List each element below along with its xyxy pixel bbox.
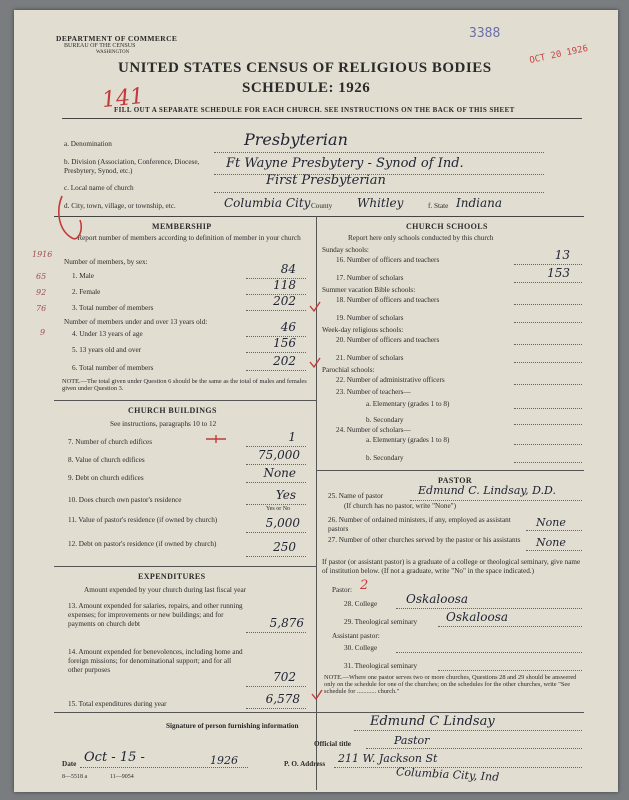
bureau-label: BUREAU OF THE CENSUS <box>64 43 136 49</box>
q26-value: None <box>536 516 566 529</box>
q10-label: 10. Does church own pastor's residence <box>68 496 182 504</box>
q9-label: 9. Debt on church edifices <box>68 474 144 482</box>
state-label: f. State <box>428 202 449 210</box>
q20-label: 20. Number of officers and teachers <box>336 336 440 344</box>
q10-line <box>246 504 306 505</box>
address-line1: 211 W. Jackson St <box>338 752 438 765</box>
q16-label: 16. Number of officers and teachers <box>336 256 440 264</box>
q19-label: 19. Number of scholars <box>336 314 404 322</box>
q11-label: 11. Value of pastor's residence (if owned by church) <box>68 516 218 524</box>
q23a-line <box>514 408 582 409</box>
form-number-2: 11—9054 <box>110 774 134 780</box>
q30-line <box>396 652 582 653</box>
q6-label: 6. Total number of members <box>72 364 154 372</box>
q7-label: 7. Number of church edifices <box>68 438 153 446</box>
q21-label: 21. Number of scholars <box>336 354 404 362</box>
q16-line <box>514 264 582 265</box>
stamp-number: 3388 <box>469 26 501 41</box>
q12-value: 250 <box>273 540 296 554</box>
q28-label: 28. College <box>344 600 378 608</box>
q8-value: 75,000 <box>258 448 300 462</box>
expenditures-intro: Amount expended by your church during last fiscal year <box>84 586 247 594</box>
q3-check-icon <box>308 300 322 314</box>
q13-value: 5,876 <box>269 616 304 630</box>
pastor-note: NOTE.—Where one pastor serves two or more churches, Questions 28 and 29 should be answered only on the schedule for one of the churches; on the schedules for the other churches, write "See schedule for ............ church." <box>324 674 577 695</box>
q24b-label: b. Secondary <box>366 454 404 462</box>
q8-label: 8. Value of church edifices <box>68 456 145 464</box>
local-name-label: c. Local name of church <box>64 184 134 192</box>
q23-label: 23. Number of teachers— <box>336 388 411 396</box>
address-line2: Columbia City, Ind <box>395 765 500 784</box>
membership-heading: MEMBERSHIP <box>152 222 212 231</box>
signature-label: Signature of person furnishing information <box>166 722 299 730</box>
q18-line <box>514 304 582 305</box>
q6-check-icon <box>308 356 322 370</box>
q3-label: 3. Total number of members <box>72 304 154 312</box>
red-number: 141 <box>100 83 146 114</box>
q24-label: 24. Number of scholars— <box>336 426 411 434</box>
county-value: Whitley <box>357 196 404 210</box>
q25-label: 25. Name of pastor <box>328 492 384 500</box>
instruction-line: FILL OUT A SEPARATE SCHEDULE FOR EACH CHURCH. SEE INSTRUCTIONS ON THE BACK OF THIS SHEET <box>114 106 515 114</box>
q27-label: 27. Number of other churches served by the pastor or his assistants <box>328 536 521 544</box>
membership-note: NOTE.—The total given under Question 6 should be the same as the total of males and females given under Question 3. <box>62 378 307 392</box>
membership-rule <box>54 400 316 401</box>
census-schedule-sheet <box>14 10 618 792</box>
q14-value: 702 <box>273 670 296 684</box>
q22-label: 22. Number of administrative officers <box>336 376 445 384</box>
q3-line <box>246 310 306 311</box>
q4-label: 4. Under 13 years of age <box>72 330 143 338</box>
margin-note-2: 65 <box>36 272 47 281</box>
city-label: d. City, town, village, or township, etc. <box>64 202 176 210</box>
q11-line <box>246 532 306 533</box>
q11-value: 5,000 <box>265 516 300 530</box>
local-name-line <box>214 192 544 193</box>
q24a-line <box>514 444 582 445</box>
q17-line <box>514 282 582 283</box>
q23b-line <box>514 424 582 425</box>
q7-line <box>246 446 306 447</box>
q22-line <box>514 384 582 385</box>
q12-label: 12. Debt on pastor's residence (if owned by church) <box>68 540 217 548</box>
date-line <box>80 767 248 768</box>
pastor-sub-label: Pastor: <box>332 586 352 594</box>
margin-note-1: 1916 <box>32 250 53 259</box>
q2-label: 2. Female <box>72 288 101 296</box>
q9-value: None <box>263 466 296 480</box>
q20-line <box>514 344 582 345</box>
date-label: Date <box>62 760 77 768</box>
q18-label: 18. Number of officers and teachers <box>336 296 440 304</box>
q14-line <box>246 686 306 687</box>
q27-line <box>526 550 582 551</box>
expenditures-heading: EXPENDITURES <box>138 572 206 581</box>
sunday-label: Sunday schools: <box>322 246 369 254</box>
q10-value: Yes <box>275 488 296 502</box>
header-rule <box>62 118 582 119</box>
address-label: P. O. Address <box>284 760 326 768</box>
q27-value: None <box>536 536 566 549</box>
q15-check-icon <box>310 688 324 702</box>
weekday-label: Week-day religious schools: <box>322 326 404 334</box>
county-label: County <box>311 202 333 210</box>
q15-label: 15. Total expenditures during year <box>68 700 167 708</box>
pastor-heading: PASTOR <box>438 476 473 485</box>
margin-note-3: 92 <box>36 288 47 297</box>
q30-label: 30. College <box>344 644 378 652</box>
washington-label: WASHINGTON <box>96 50 130 55</box>
buildings-heading: CHURCH BUILDINGS <box>128 406 217 415</box>
q9-line <box>246 482 306 483</box>
q7-red-strike <box>204 434 228 444</box>
q5-label: 5. 13 years old and over <box>72 346 142 354</box>
title-label: Official title <box>314 740 351 748</box>
q7-value: 1 <box>288 430 296 444</box>
q13-line <box>246 632 306 633</box>
local-name-value: First Presbyterian <box>266 173 386 188</box>
section-rule <box>54 216 584 217</box>
denomination-label: a. Denomination <box>64 140 112 148</box>
q2-value: 118 <box>273 278 296 292</box>
signature-line <box>354 730 582 731</box>
q6-line <box>246 370 306 371</box>
form-number: 8—5518 a <box>62 774 88 780</box>
schools-heading: CHURCH SCHOOLS <box>406 222 488 231</box>
q17-value: 153 <box>547 266 570 280</box>
q3-value: 202 <box>273 294 296 308</box>
q1-value: 84 <box>280 262 296 276</box>
denomination-value: Presbyterian <box>244 130 348 149</box>
q15-value: 6,578 <box>265 692 300 706</box>
q12-line <box>246 556 306 557</box>
q8-line <box>246 464 306 465</box>
q1-label: 1. Male <box>72 272 94 280</box>
parochial-label: Parochial schools: <box>322 366 375 374</box>
title-value: Pastor <box>394 734 430 747</box>
q19-line <box>514 322 582 323</box>
q29-line <box>438 626 582 627</box>
state-value: Indiana <box>456 196 503 210</box>
buildings-rule <box>54 566 316 567</box>
q26-label: 26. Number of ordained ministers, if any, employed as assistant pastors <box>328 516 511 533</box>
date-value: Oct - 15 - <box>84 750 145 765</box>
q25-hint: (If church has no pastor, write "None") <box>344 502 456 510</box>
denomination-line <box>214 152 544 153</box>
college-intro: If pastor (or assistant pastor) is a graduate of a college or theological seminary, give name of institution below. (If not a graduate, write "No" in the space indicated.) <box>322 558 581 575</box>
q21-line <box>514 362 582 363</box>
buildings-intro: See instructions, paragraphs 10 to 12 <box>110 420 217 428</box>
signature-value: Edmund C Lindsay <box>370 714 495 729</box>
q28-line <box>396 608 582 609</box>
summer-label: Summer vacation Bible schools: <box>322 286 416 294</box>
schools-intro: Report here only schools conducted by this church <box>348 234 494 242</box>
q25-value: Edmund C. Lindsay, D.D. <box>418 484 556 497</box>
q23b-label: b. Secondary <box>366 416 404 424</box>
q29-value: Oskaloosa <box>446 610 509 624</box>
q23a-label: a. Elementary (grades 1 to 8) <box>366 400 450 408</box>
membership-intro: Report number of members according to definition of member in your church <box>77 234 301 242</box>
q5-value: 156 <box>273 336 296 350</box>
title-line <box>366 748 582 749</box>
division-label: b. Division (Association, Conference, Diocese, Presbytery, Synod, etc.) <box>64 158 200 175</box>
stamp-date: OCT 20 1926 <box>528 43 589 67</box>
schools-rule <box>316 470 584 471</box>
department-label: DEPARTMENT OF COMMERCE <box>56 34 178 43</box>
q15-line <box>246 708 306 709</box>
q13-label: 13. Amount expended for salaries, repairs, and other running expenses; for improvements or new buildings; and for payments on church debt <box>68 602 243 628</box>
margin-note-5: 9 <box>40 328 46 337</box>
q14-label: 14. Amount expended for benevolences, including home and foreign missions; for denominational support; and for all other purposes <box>68 648 243 674</box>
q24a-label: a. Elementary (grades 1 to 8) <box>366 436 450 444</box>
red-margin-mark <box>54 190 94 250</box>
city-value: Columbia City <box>224 196 311 210</box>
form-title: UNITED STATES CENSUS OF RELIGIOUS BODIES <box>118 60 492 76</box>
yes-no-hint: Yes or No <box>266 506 291 512</box>
q31-label: 31. Theological seminary <box>344 662 418 670</box>
division-value: Ft Wayne Presbytery - Synod of Ind. <box>226 156 464 171</box>
pastor-red-mark: 2 <box>360 578 369 593</box>
q25-line <box>410 500 582 501</box>
by-sex-label: Number of members, by sex: <box>64 258 148 266</box>
date-year: 1926 <box>210 754 238 767</box>
q31-line <box>438 670 582 671</box>
q4-value: 46 <box>280 320 296 334</box>
q16-value: 13 <box>554 248 570 262</box>
q24b-line <box>514 462 582 463</box>
q29-label: 29. Theological seminary <box>344 618 418 626</box>
schedule-title: SCHEDULE: 1926 <box>242 80 371 96</box>
q5-line <box>246 352 306 353</box>
q6-value: 202 <box>273 354 296 368</box>
q26-line <box>526 530 582 531</box>
q17-label: 17. Number of scholars <box>336 274 404 282</box>
margin-note-4: 76 <box>36 304 47 313</box>
q28-value: Oskaloosa <box>406 592 469 606</box>
age-label: Number of members under and over 13 years old: <box>64 318 208 326</box>
assistant-label: Assistant pastor: <box>332 632 380 640</box>
footer-rule <box>54 712 584 713</box>
